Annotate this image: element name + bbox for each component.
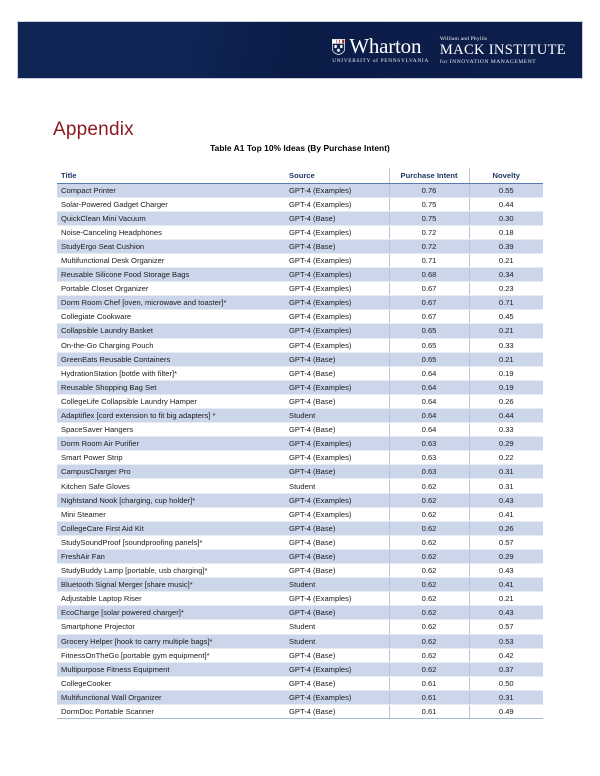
cell-purchase-intent: 0.65 [389,338,469,352]
cell-purchase-intent: 0.61 [389,690,469,704]
cell-source: GPT-4 (Examples) [285,662,389,676]
cell-novelty: 0.26 [469,521,543,535]
cell-novelty: 0.43 [469,606,543,620]
cell-title: StudyErgo Seat Cushion [57,239,285,253]
table-row[interactable] [57,451,543,465]
cell-purchase-intent: 0.62 [389,592,469,606]
table-row[interactable] [57,634,543,648]
wharton-wordmark-text: Wharton [349,33,422,58]
cell-novelty: 0.26 [469,394,543,408]
cell-purchase-intent: 0.62 [389,507,469,521]
table-row[interactable] [57,620,543,634]
table-row[interactable] [57,394,543,408]
cell-title: FitnessOnTheGo [portable gym equipment]* [57,648,285,662]
cell-title: Mini Steamer [57,507,285,521]
cell-purchase-intent: 0.62 [389,578,469,592]
table-row[interactable] [57,324,543,338]
cell-purchase-intent: 0.63 [389,437,469,451]
cell-title: Reusable Silicone Food Storage Bags [57,268,285,282]
cell-purchase-intent: 0.65 [389,324,469,338]
cell-purchase-intent: 0.62 [389,521,469,535]
table-row[interactable] [57,423,543,437]
column-header-title[interactable]: Title [57,168,285,183]
cell-title: GreenEats Reusable Containers [57,352,285,366]
cell-title: On-the-Go Charging Pouch [57,338,285,352]
table-row[interactable] [57,690,543,704]
table-row[interactable] [57,564,543,578]
cell-purchase-intent: 0.63 [389,451,469,465]
cell-source: GPT-4 (Base) [285,394,389,408]
cell-title: DormDoc Portable Scanner [57,704,285,718]
cell-title: Dorm Room Chef [oven, microwave and toaster]* [57,296,285,310]
cell-novelty: 0.31 [469,465,543,479]
cell-title: CollegeCare First Aid Kit [57,521,285,535]
cell-title: Kitchen Safe Gloves [57,479,285,493]
table-row[interactable] [57,409,543,423]
cell-source: GPT-4 (Examples) [285,493,389,507]
table-row[interactable] [57,676,543,690]
cell-purchase-intent: 0.76 [389,183,469,197]
cell-purchase-intent: 0.64 [389,423,469,437]
cell-novelty: 0.30 [469,211,543,225]
cell-title: Dorm Room Air Purifier [57,437,285,451]
cell-title: Adaptiflex [cord extension to fit big adapters] * [57,409,285,423]
cell-purchase-intent: 0.67 [389,296,469,310]
mack-institute-logo [438,36,566,65]
table-row[interactable] [57,578,543,592]
cell-source: GPT-4 (Examples) [285,451,389,465]
cell-novelty: 0.23 [469,282,543,296]
ideas-table [57,168,543,719]
table-head [57,168,543,183]
mack-institute-donor-line: William and Phyllis [439,35,488,42]
cell-novelty: 0.71 [469,296,543,310]
cell-novelty: 0.57 [469,620,543,634]
cell-purchase-intent: 0.64 [389,366,469,380]
cell-source: GPT-4 (Examples) [285,380,389,394]
cell-purchase-intent: 0.67 [389,282,469,296]
cell-source: GPT-4 (Base) [285,704,389,718]
table-caption: Table A1 Top 10% Ideas (By Purchase Intent) [210,143,390,153]
cell-title: Multipurpose Fitness Equipment [57,662,285,676]
cell-purchase-intent: 0.64 [389,394,469,408]
cell-source: GPT-4 (Examples) [285,310,389,324]
cell-title: StudyBuddy Lamp [portable, usb charging]* [57,564,285,578]
ideas-table-container [57,168,543,719]
cell-source: GPT-4 (Examples) [285,507,389,521]
cell-novelty: 0.41 [469,578,543,592]
cell-novelty: 0.21 [469,253,543,267]
cell-source: GPT-4 (Examples) [285,183,389,197]
table-row[interactable] [57,296,543,310]
cell-novelty: 0.43 [469,493,543,507]
table-row[interactable] [57,507,543,521]
cell-title: Multifunctional Wall Organizer [57,690,285,704]
cell-title: Collapsible Laundry Basket [57,324,285,338]
cell-source: GPT-4 (Examples) [285,690,389,704]
column-header-purchase-intent[interactable]: Purchase Intent [389,168,469,183]
cell-purchase-intent: 0.61 [389,676,469,690]
cell-source: Student [285,409,389,423]
cell-novelty: 0.44 [469,409,543,423]
cell-title: Multifunctional Desk Organizer [57,253,285,267]
cell-title: HydrationStation [bottle with filter]* [57,366,285,380]
cell-purchase-intent: 0.61 [389,704,469,718]
cell-title: Collegiate Cookware [57,310,285,324]
cell-novelty: 0.34 [469,268,543,282]
cell-title: Bluetooth Signal Merger [share music]* [57,578,285,592]
table-row[interactable] [57,253,543,267]
cell-source: GPT-4 (Base) [285,535,389,549]
wharton-logo [332,33,438,64]
cell-source: GPT-4 (Examples) [285,268,389,282]
wharton-university-subtitle: UNIVERSITY of PENNSYLVANIA [332,57,429,64]
cell-novelty: 0.29 [469,549,543,563]
column-header-novelty[interactable]: Novelty [469,168,543,183]
cell-source: GPT-4 (Base) [285,366,389,380]
cell-source: GPT-4 (Base) [285,465,389,479]
cell-novelty: 0.29 [469,437,543,451]
cell-title: EcoCharge [solar powered charger]* [57,606,285,620]
cell-source: GPT-4 (Examples) [285,324,389,338]
table-row[interactable] [57,662,543,676]
page-title: Appendix [53,118,134,140]
page-header-banner [17,21,583,79]
cell-title: CollegeLife Collapsible Laundry Hamper [57,394,285,408]
cell-novelty: 0.50 [469,676,543,690]
cell-source: GPT-4 (Examples) [285,592,389,606]
cell-novelty: 0.31 [469,479,543,493]
cell-title: Noise-Canceling Headphones [57,225,285,239]
cell-title: Compact Printer [57,183,285,197]
cell-purchase-intent: 0.72 [389,225,469,239]
cell-purchase-intent: 0.62 [389,662,469,676]
cell-purchase-intent: 0.62 [389,606,469,620]
table-row[interactable] [57,648,543,662]
cell-purchase-intent: 0.75 [389,197,469,211]
cell-title: SpaceSaver Hangers [57,423,285,437]
cell-source: Student [285,620,389,634]
cell-purchase-intent: 0.68 [389,268,469,282]
cell-novelty: 0.22 [469,451,543,465]
cell-source: GPT-4 (Base) [285,239,389,253]
table-row[interactable] [57,521,543,535]
table-body [57,183,543,719]
cell-source: GPT-4 (Base) [285,352,389,366]
cell-purchase-intent: 0.67 [389,310,469,324]
cell-source: GPT-4 (Base) [285,564,389,578]
cell-title: Nightstand Nook [charging, cup holder]* [57,493,285,507]
cell-purchase-intent: 0.62 [389,620,469,634]
cell-purchase-intent: 0.65 [389,352,469,366]
cell-novelty: 0.33 [469,423,543,437]
table-row[interactable] [57,310,543,324]
cell-purchase-intent: 0.62 [389,564,469,578]
cell-title: CampusCharger Pro [57,465,285,479]
cell-source: GPT-4 (Base) [285,521,389,535]
cell-novelty: 0.42 [469,648,543,662]
cell-purchase-intent: 0.64 [389,380,469,394]
table-row[interactable] [57,592,543,606]
cell-source: GPT-4 (Examples) [285,437,389,451]
cell-novelty: 0.21 [469,324,543,338]
cell-purchase-intent: 0.75 [389,211,469,225]
wharton-shield-icon [332,39,345,55]
cell-novelty: 0.21 [469,352,543,366]
cell-source: GPT-4 (Base) [285,211,389,225]
cell-source: GPT-4 (Examples) [285,338,389,352]
table-row[interactable] [57,549,543,563]
cell-novelty: 0.43 [469,564,543,578]
table-row[interactable] [57,352,543,366]
mack-institute-tagline: for INNOVATION MANAGEMENT [439,58,537,65]
cell-purchase-intent: 0.62 [389,535,469,549]
table-row[interactable] [57,197,543,211]
table-row[interactable] [57,239,543,253]
cell-source: Student [285,578,389,592]
cell-purchase-intent: 0.62 [389,634,469,648]
cell-purchase-intent: 0.62 [389,493,469,507]
table-row[interactable] [57,338,543,352]
cell-novelty: 0.57 [469,535,543,549]
table-row[interactable] [57,465,543,479]
table-row[interactable] [57,493,543,507]
cell-novelty: 0.44 [469,197,543,211]
cell-title: Smart Power Strip [57,451,285,465]
cell-novelty: 0.33 [469,338,543,352]
table-row[interactable] [57,366,543,380]
cell-source: Student [285,634,389,648]
column-header-source[interactable]: Source [285,168,389,183]
table-row[interactable] [57,211,543,225]
table-row[interactable] [57,606,543,620]
cell-novelty: 0.53 [469,634,543,648]
table-row[interactable] [57,225,543,239]
wharton-wordmark-row [332,33,422,58]
cell-novelty: 0.49 [469,704,543,718]
cell-novelty: 0.45 [469,310,543,324]
cell-title: Reusable Shopping Bag Set [57,380,285,394]
table-row[interactable] [57,268,543,282]
cell-novelty: 0.19 [469,366,543,380]
table-row[interactable] [57,535,543,549]
cell-novelty: 0.55 [469,183,543,197]
cell-source: GPT-4 (Base) [285,676,389,690]
cell-title: Smartphone Projector [57,620,285,634]
cell-novelty: 0.39 [469,239,543,253]
cell-source: GPT-4 (Base) [285,549,389,563]
cell-purchase-intent: 0.62 [389,549,469,563]
cell-purchase-intent: 0.64 [389,409,469,423]
cell-source: GPT-4 (Base) [285,606,389,620]
cell-source: GPT-4 (Examples) [285,225,389,239]
wharton-mack-logo-lockup [332,33,566,65]
cell-novelty: 0.31 [469,690,543,704]
cell-title: StudySoundProof [soundproofing panels]* [57,535,285,549]
cell-source: GPT-4 (Examples) [285,282,389,296]
cell-purchase-intent: 0.72 [389,239,469,253]
table-row[interactable] [57,183,543,197]
cell-purchase-intent: 0.71 [389,253,469,267]
cell-title: Adjustable Laptop Riser [57,592,285,606]
cell-novelty: 0.19 [469,380,543,394]
cell-source: GPT-4 (Base) [285,648,389,662]
cell-title: Portable Closet Organizer [57,282,285,296]
cell-source: GPT-4 (Base) [285,423,389,437]
cell-novelty: 0.37 [469,662,543,676]
cell-purchase-intent: 0.63 [389,465,469,479]
cell-source: GPT-4 (Examples) [285,197,389,211]
cell-novelty: 0.21 [469,592,543,606]
cell-novelty: 0.18 [469,225,543,239]
cell-purchase-intent: 0.62 [389,479,469,493]
cell-title: FreshAir Fan [57,549,285,563]
table-header-row [57,168,543,183]
cell-title: CollegeCooker [57,676,285,690]
table-row[interactable] [57,437,543,451]
cell-source: GPT-4 (Examples) [285,253,389,267]
cell-title: QuickClean Mini Vacuum [57,211,285,225]
table-row[interactable] [57,282,543,296]
cell-title: Solar-Powered Gadget Charger [57,197,285,211]
cell-novelty: 0.41 [469,507,543,521]
cell-title: Grocery Helper [hook to carry multiple bags]* [57,634,285,648]
cell-source: Student [285,479,389,493]
table-row[interactable] [57,380,543,394]
cell-purchase-intent: 0.62 [389,648,469,662]
table-row[interactable] [57,704,543,718]
mack-institute-wordmark: MACK INSTITUTE [439,41,566,58]
cell-source: GPT-4 (Examples) [285,296,389,310]
table-row[interactable] [57,479,543,493]
